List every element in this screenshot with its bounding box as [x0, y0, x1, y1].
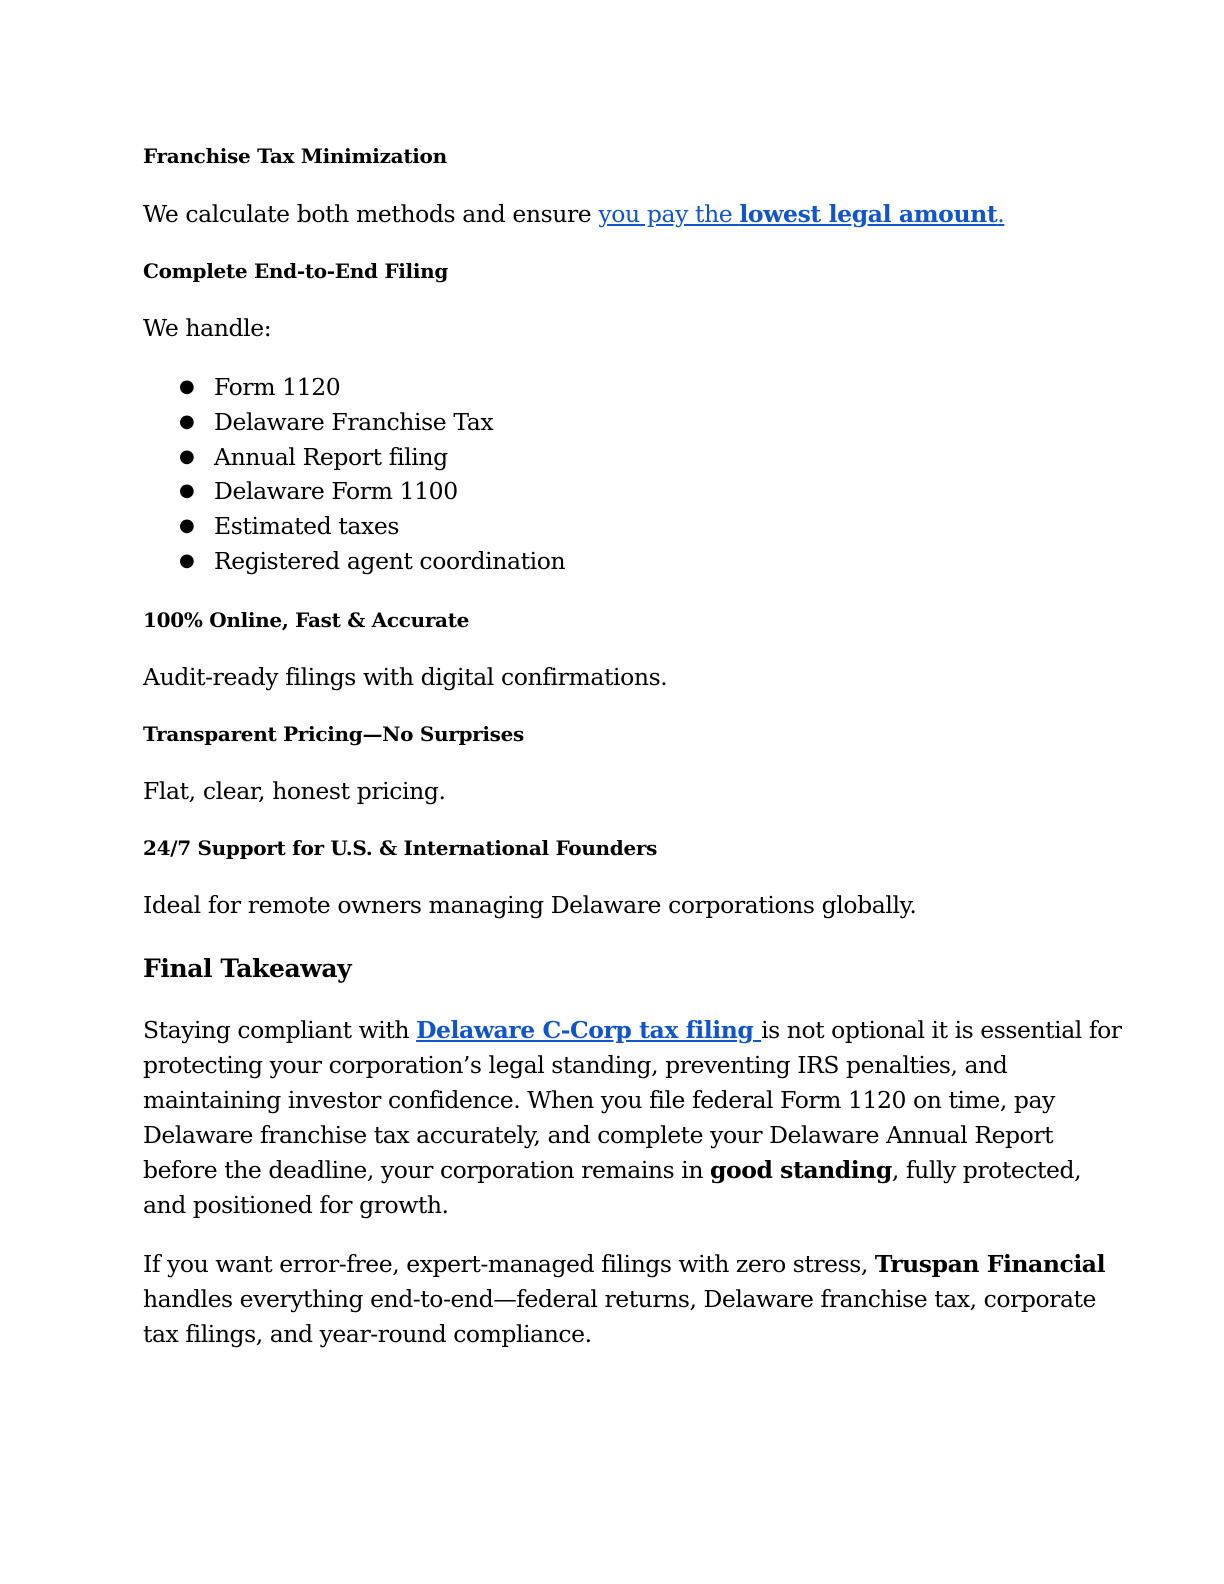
heading-pricing: Transparent Pricing—No Surprises: [143, 722, 525, 746]
list-item: ● Estimated taxes: [143, 509, 565, 544]
bullet-icon: ●: [179, 549, 195, 571]
takeaway-paragraph-2: If you want error-free, expert-managed filings with zero stress, Truspan Financial handles everything end-to-end—federal returns, Delaware franchise tax, corporate tax filings, and year-round compliance.: [143, 1250, 1106, 1348]
list-item: ● Registered agent coordination: [143, 544, 565, 579]
heading-franchise-tax: Franchise Tax Minimization: [143, 144, 447, 168]
list-item: ● Delaware Form 1100: [143, 474, 565, 509]
pricing-text: Flat, clear, honest pricing.: [143, 777, 446, 805]
services-list: [143, 370, 565, 579]
we-handle-text: We handle:: [143, 314, 272, 342]
franchise-paragraph: We calculate both methods and ensure you pay the lowest legal amount.: [143, 200, 1005, 228]
takeaway-paragraph-1: Staying compliant with Delaware C-Corp tax filing is not optional it is essential for protecting your corporation’s legal standing, preventing IRS penalties, and maintaining investor confidence. When you file federal Form 1120 on time, pay Delaware franchise tax accurately, and complete your Delaware Annual Report before the deadline, your corporation remains in good standing, fully protected, and positioned for growth.: [143, 1016, 1122, 1219]
bullet-icon: ●: [179, 515, 195, 537]
lowest-legal-amount-link[interactable]: you pay the lowest legal amount.: [598, 200, 1005, 228]
bullet-icon: ●: [179, 410, 195, 432]
bullet-icon: ●: [179, 376, 195, 397]
support-text: Ideal for remote owners managing Delaware corporations globally.: [143, 891, 917, 919]
bullet-icon: ●: [179, 445, 195, 467]
good-standing-text: good standing: [710, 1156, 892, 1184]
list-item: ● Annual Report filing: [143, 440, 565, 475]
list-item: ● Form 1120: [143, 370, 565, 405]
heading-final-takeaway: Final Takeaway: [143, 954, 352, 983]
list-item: ● Delaware Franchise Tax: [143, 405, 565, 440]
heading-online: 100% Online, Fast & Accurate: [143, 608, 470, 632]
delaware-c-corp-link[interactable]: Delaware C-Corp tax filing: [416, 1016, 762, 1044]
heading-end-to-end-filing: Complete End-to-End Filing: [143, 259, 449, 283]
company-name: Truspan Financial: [874, 1250, 1106, 1278]
online-text: Audit-ready filings with digital confirmations.: [143, 663, 668, 691]
heading-support: 24/7 Support for U.S. & International Founders: [143, 836, 658, 860]
bullet-icon: ●: [179, 480, 195, 502]
